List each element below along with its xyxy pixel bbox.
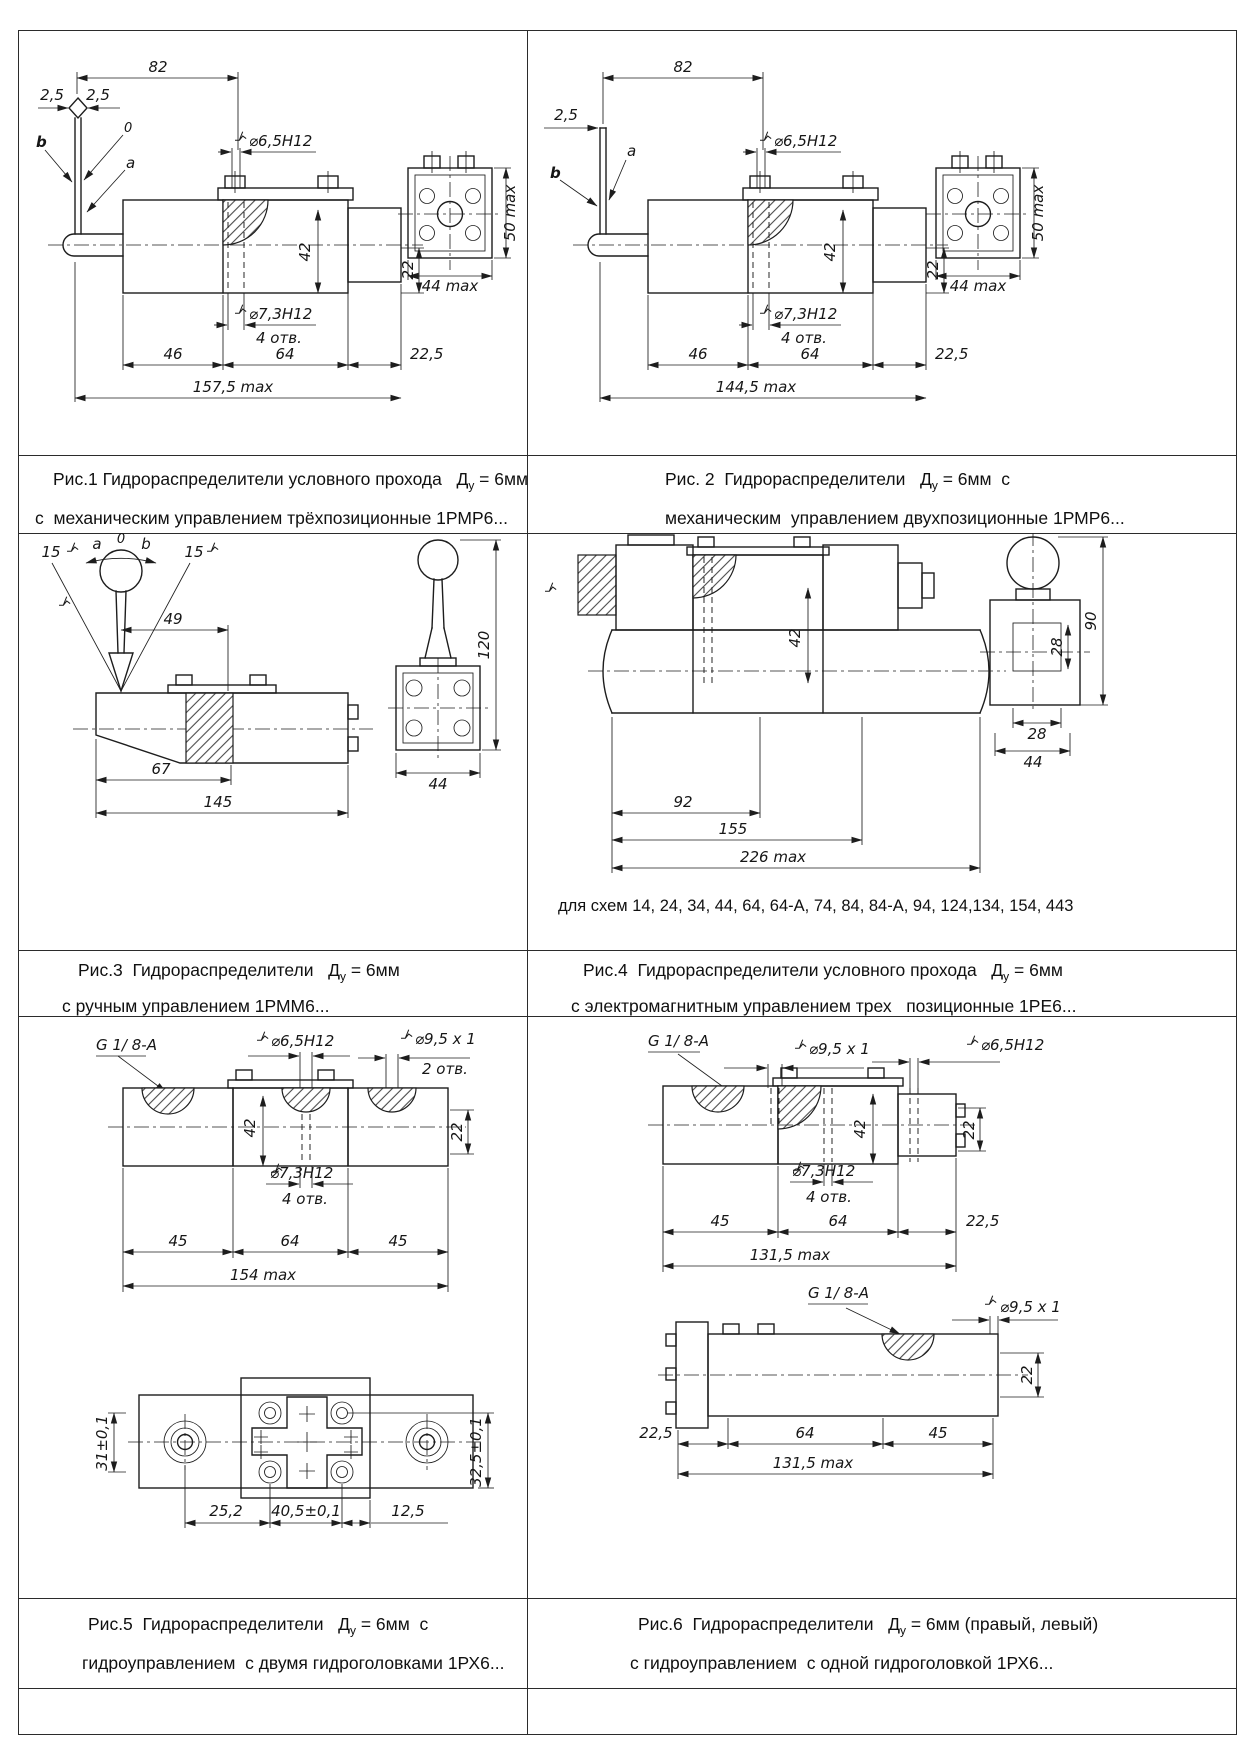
dim-44: 44	[428, 775, 448, 793]
callout-hole-top: ⌀6,5H12	[271, 1032, 335, 1050]
caption-line1: Рис.4 Гидрораспределители условного прохода $Д_у = 6мм$	[583, 960, 1063, 984]
knob-diamond	[69, 98, 87, 118]
dim-64: 64	[795, 1424, 815, 1442]
label-b: b	[141, 535, 151, 553]
dim-67: 67	[151, 760, 171, 778]
caption-line1: Рис.5 Гидрораспределители $Д_у = 6мм$ с	[88, 1614, 429, 1638]
dim-64: 64	[280, 1232, 300, 1250]
row-divider	[18, 455, 1237, 456]
callout-hole-bottom: ⌀7,3H12	[792, 1162, 856, 1180]
dim-22: 22	[399, 260, 417, 280]
caption-fig6	[528, 1608, 1258, 1679]
dim-2-5: 2,5	[86, 86, 110, 104]
caption-line2: с электромагнитным управлением трех позиционные 1РЕ6...	[571, 995, 1077, 1016]
surface-finish-icon	[235, 305, 246, 314]
dim-31: 31±0,1	[93, 1415, 111, 1471]
dim-46: 46	[688, 345, 708, 363]
surface-finish-icon	[235, 132, 246, 141]
left-solenoid	[616, 545, 693, 630]
surface-finish-icon	[257, 1032, 268, 1041]
lever-knob	[100, 550, 142, 592]
caption-fig3	[18, 956, 587, 1021]
fig4-drawing	[528, 533, 1240, 950]
fig6-drawing	[528, 1016, 1240, 1598]
port-hatch	[882, 1334, 934, 1360]
callout-hole-bottom: ⌀7,3H12	[249, 305, 313, 323]
caption-line2: с ручным управлением 1РММ6...	[62, 995, 330, 1016]
label-0: 0	[116, 533, 126, 547]
surface-finish-icon	[760, 305, 771, 314]
surface-finish-icon	[401, 1030, 412, 1039]
caption-line1: Рис.1 Гидрораспределители условного прохода $Д_у = 6мм$	[53, 469, 529, 493]
dim-120: 120	[475, 630, 493, 660]
surface-finish-icon	[59, 597, 70, 606]
dim-2-5: 2,5	[40, 86, 64, 104]
dim-22-5: 22,5	[410, 345, 444, 363]
dim-90: 90	[1082, 611, 1100, 631]
connector-hatch	[578, 555, 616, 615]
dim-49: 49	[163, 610, 183, 628]
dim-total: 154 max	[229, 1266, 297, 1284]
label-4-holes: 4 отв.	[781, 329, 827, 347]
callout-pin-bottom: ⌀9,5 х 1	[1000, 1298, 1061, 1316]
dim-total: 144,5 max	[715, 378, 797, 396]
dim-44max: 44 max	[949, 277, 1007, 295]
section-hatch	[186, 693, 233, 763]
dim-42: 42	[851, 1119, 869, 1139]
callout-hole-top: ⌀6,5H12	[981, 1036, 1045, 1054]
label-4-holes: 4 отв.	[256, 329, 302, 347]
caption-line1: Рис.6 Гидрораспределители $Д_у = 6мм$ (правый, левый)	[638, 1614, 1099, 1638]
dim-42: 42	[821, 242, 839, 262]
dim-25-2: 25,2	[209, 1502, 243, 1520]
surface-finish-icon	[760, 132, 771, 141]
section-hatch	[693, 555, 736, 598]
fig3-drawing	[18, 533, 528, 950]
dim-total: 131,5 max	[749, 1246, 831, 1264]
section-hatch	[778, 1086, 821, 1129]
dim-44: 44	[1023, 753, 1043, 771]
callout-hole-bottom: ⌀7,3H12	[270, 1164, 334, 1182]
dim-44max: 44 max	[421, 277, 479, 295]
dim-92: 92	[673, 793, 693, 811]
row-divider	[18, 950, 1237, 951]
dim-64: 64	[828, 1212, 848, 1230]
dim-145: 145	[203, 793, 233, 811]
dim-22-5: 22,5	[935, 345, 969, 363]
right-solenoid	[823, 545, 898, 630]
surface-finish-icon	[985, 1296, 996, 1305]
dim-46: 46	[163, 345, 183, 363]
dim-82: 82	[148, 58, 168, 76]
dim-45: 45	[388, 1232, 408, 1250]
caption-fig2	[528, 463, 1258, 534]
dim-2-5: 2,5	[554, 106, 578, 124]
caption-line2: с гидроуправлением с одной гидроголовкой 1РХ6...	[630, 1652, 1054, 1673]
dim-50max: 50 max	[1029, 184, 1047, 242]
callout-hole-top: ⌀6,5H12	[249, 132, 313, 150]
dim-155: 155	[718, 820, 748, 838]
dim-22: 22	[960, 1120, 978, 1140]
caption-line1: Рис.3 Гидрораспределители $Д_у = 6мм$	[78, 960, 400, 984]
callout-hole-top: ⌀6,5H12	[774, 132, 838, 150]
dim-64: 64	[275, 345, 295, 363]
caption-fig1	[18, 463, 562, 534]
row-divider	[18, 1598, 1237, 1599]
dim-40-5: 40,5±0,1	[271, 1502, 341, 1520]
schemes-note: для схем 14, 24, 34, 44, 64, 64-А, 74, 84, 84-А, 94, 124,134, 154, 443	[558, 897, 1074, 915]
port-hatch	[692, 1086, 744, 1112]
dim-12-5: 12,5	[391, 1502, 425, 1520]
callout-port-bottom: G 1/ 8-A	[808, 1284, 869, 1302]
surface-finish-icon	[795, 1040, 806, 1049]
dim-45: 45	[168, 1232, 188, 1250]
dim-15: 15	[184, 543, 204, 561]
dim-total: 226 max	[739, 848, 807, 866]
dim-28: 28	[1027, 725, 1047, 743]
fig4-geometry	[545, 533, 1108, 873]
dim-45: 45	[710, 1212, 730, 1230]
dim-82: 82	[673, 58, 693, 76]
callout-hole-bottom: ⌀7,3H12	[774, 305, 838, 323]
section-hatch	[748, 200, 793, 245]
dim-32-5: 32,5±0,1	[467, 1417, 485, 1487]
label-2-holes: 2 отв.	[422, 1060, 468, 1078]
port-hatch	[368, 1088, 416, 1112]
label-0: 0	[124, 121, 133, 136]
callout-pin: ⌀9,5 х 1	[415, 1030, 476, 1048]
surface-finish-icon	[967, 1036, 978, 1045]
callout-pin: ⌀9,5 х 1	[809, 1040, 870, 1058]
row-divider	[18, 1688, 1237, 1689]
label-a: a	[627, 142, 637, 160]
dim-total: 131,5 max	[772, 1454, 854, 1472]
label-a: a	[126, 154, 136, 172]
fig2-drawing	[528, 30, 1240, 455]
dim-42: 42	[241, 1118, 259, 1138]
surface-finish-icon	[67, 543, 78, 552]
callout-port: G 1/ 8-A	[96, 1036, 157, 1054]
dim-50max: 50 max	[501, 184, 519, 242]
fig1-drawing	[18, 30, 528, 455]
dim-42: 42	[296, 242, 314, 262]
label-b: b	[550, 164, 561, 182]
dim-28-inner: 28	[1048, 637, 1066, 657]
lever-cone	[109, 653, 133, 691]
label-4-holes: 4 отв.	[282, 1190, 328, 1208]
caption-fig4	[528, 956, 1258, 1021]
surface-finish-icon	[545, 583, 556, 592]
dim-64: 64	[800, 345, 820, 363]
dim-22-5: 22,5	[966, 1212, 1000, 1230]
caption-line1: Рис. 2 Гидрораспределители $Д_у = 6мм$ с	[665, 469, 1011, 493]
caption-fig5	[18, 1608, 597, 1679]
dim-22: 22	[448, 1122, 466, 1142]
dim-total: 157,5 max	[192, 378, 274, 396]
fig6-geometry	[648, 1036, 1058, 1479]
dim-22-5: 22,5	[639, 1424, 673, 1442]
fig5-drawing	[18, 1016, 528, 1598]
dim-45: 45	[928, 1424, 948, 1442]
label-b: b	[36, 133, 47, 151]
callout-port: G 1/ 8-A	[648, 1032, 709, 1050]
dim-22: 22	[1018, 1365, 1036, 1385]
port-hatch	[142, 1088, 194, 1114]
lever-knob-side	[418, 540, 458, 580]
port-hatch	[282, 1088, 330, 1112]
label-a: a	[92, 535, 102, 553]
caption-line2: гидроуправлением с двумя гидроголовками 1РХ6...	[82, 1652, 505, 1673]
caption-line2: с механическим управлением трёхпозиционные 1РМР6...	[35, 507, 508, 528]
surface-finish-icon	[207, 543, 218, 552]
caption-line2: механическим управлением двухпозиционные 1РМР6...	[665, 507, 1125, 528]
dim-15: 15	[41, 543, 61, 561]
section-hatch	[223, 200, 268, 245]
dim-42: 42	[786, 628, 804, 648]
dim-22: 22	[924, 260, 942, 280]
label-4-holes: 4 отв.	[806, 1188, 852, 1206]
